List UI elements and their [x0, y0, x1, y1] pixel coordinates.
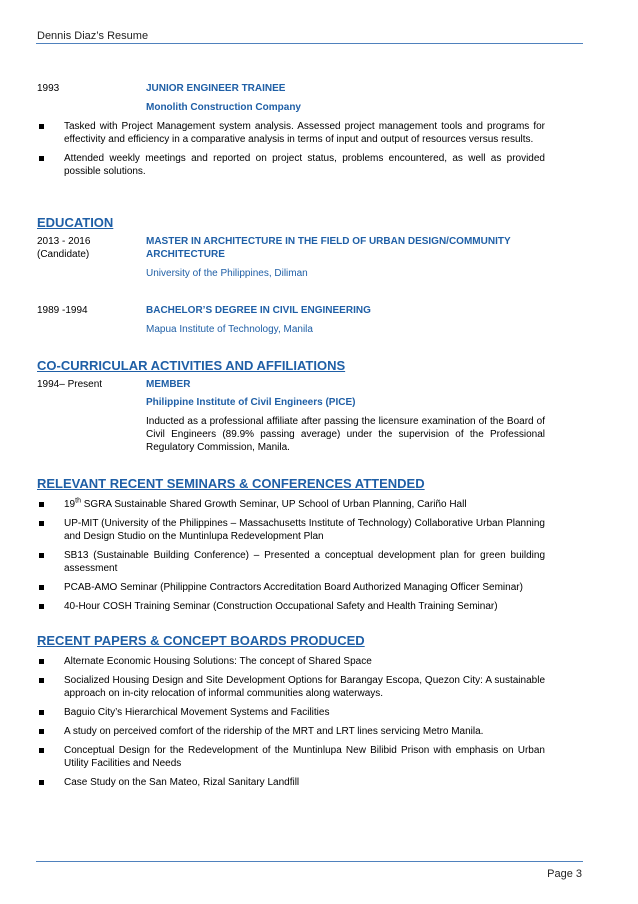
- bullet-icon: [39, 780, 44, 785]
- bullet-icon: [39, 553, 44, 558]
- education-date-note: (Candidate): [37, 249, 90, 260]
- bullet-icon: [39, 748, 44, 753]
- bullet-icon: [39, 585, 44, 590]
- list-item: Case Study on the San Mateo, Rizal Sanitary Landfill: [37, 776, 545, 789]
- list-item: SB13 (Sustainable Building Conference) – Presented a conceptual development plan for green building assessment: [37, 549, 545, 575]
- list-item: Tasked with Project Management system analysis. Assessed project management tools and programs for effectivity and efficiency in a comparative analysis in terms of input and output of resources versus results.: [37, 120, 545, 146]
- experience-company: Monolith Construction Company: [146, 102, 301, 113]
- list-item: Alternate Economic Housing Solutions: The concept of Shared Space: [37, 655, 545, 668]
- education-degree: BACHELOR’S DEGREE IN CIVIL ENGINEERING: [146, 305, 371, 316]
- education-heading: EDUCATION: [37, 215, 114, 230]
- education-entry: [37, 235, 545, 280]
- list-item: Baguio City’s Hierarchical Movement Systems and Facilities: [37, 706, 545, 719]
- list-item: PCAB-AMO Seminar (Philippine Contractors Accreditation Board Authorized Managing Officer Seminar): [37, 581, 545, 594]
- cocurricular-role: MEMBER: [146, 379, 191, 390]
- bullet-icon: [39, 124, 44, 129]
- papers-heading: RECENT PAPERS & CONCEPT BOARDS PRODUCED: [37, 633, 365, 648]
- seminars-heading: RELEVANT RECENT SEMINARS & CONFERENCES ATTENDED: [37, 476, 425, 491]
- experience-bullets: [37, 120, 545, 178]
- list-item: UP-MIT (University of the Philippines – Massachusetts Institute of Technology) Collaborative Urban Planning and Design Studio on the Muntinlupa Redevelopment Plan: [37, 517, 545, 543]
- page-header-title: Dennis Diaz’s Resume: [37, 30, 149, 42]
- education-entry: [37, 304, 545, 336]
- cocurricular-date: 1994– Present: [37, 379, 103, 390]
- list-item: A study on perceived comfort of the ridership of the MRT and LRT lines servicing Metro Manila.: [37, 725, 545, 738]
- cocurricular-org: Philippine Institute of Civil Engineers (PICE): [146, 397, 356, 408]
- cocurricular-heading: CO-CURRICULAR ACTIVITIES AND AFFILIATIONS: [37, 358, 346, 373]
- header-divider: [36, 43, 583, 44]
- papers-list: [37, 655, 545, 789]
- list-item: Conceptual Design for the Redevelopment of the Muntinlupa New Bilibid Prison with emphasis on Urban Utility Facilities and Needs: [37, 744, 545, 770]
- bullet-icon: [39, 521, 44, 526]
- list-item: 19th SGRA Sustainable Shared Growth Seminar, UP School of Urban Planning, Cariño Hall: [37, 498, 545, 511]
- footer-divider: [36, 861, 583, 862]
- bullet-icon: [39, 659, 44, 664]
- experience-year: 1993: [37, 83, 60, 94]
- experience-role: JUNIOR ENGINEER TRAINEE: [146, 83, 286, 94]
- education-degree: MASTER IN ARCHITECTURE IN THE FIELD OF URBAN DESIGN/COMMUNITY ARCHITECTURE: [146, 236, 511, 260]
- education-date: 1989 -1994: [37, 305, 88, 316]
- experience-entry: [37, 82, 545, 114]
- bullet-icon: [39, 678, 44, 683]
- list-item: Attended weekly meetings and reported on project status, problems encountered, as well as provided possible solutions.: [37, 152, 545, 178]
- education-school: University of the Philippines, Diliman: [146, 268, 308, 279]
- list-item: 40-Hour COSH Training Seminar (Construction Occupational Safety and Health Training Seminar): [37, 600, 545, 613]
- bullet-icon: [39, 502, 44, 507]
- list-item: Socialized Housing Design and Site Development Options for Barangay Escopa, Quezon City: A sustainable approach on in-city relocation of informal communities along waterways.: [37, 674, 545, 700]
- bullet-icon: [39, 156, 44, 161]
- page-number: Page 3: [547, 868, 582, 880]
- bullet-icon: [39, 729, 44, 734]
- cocurricular-description: Inducted as a professional affiliate after passing the licensure examination of the Board of Civil Engineers (89.9% passing average) under the supervision of the Professional Regulatory Commission, Manila.: [146, 416, 545, 453]
- bullet-icon: [39, 604, 44, 609]
- education-school: Mapua Institute of Technology, Manila: [146, 324, 313, 335]
- seminars-list: [37, 498, 545, 613]
- bullet-icon: [39, 710, 44, 715]
- cocurricular-entry: [37, 378, 545, 454]
- education-date: 2013 - 2016: [37, 236, 91, 247]
- page-content: [37, 82, 545, 795]
